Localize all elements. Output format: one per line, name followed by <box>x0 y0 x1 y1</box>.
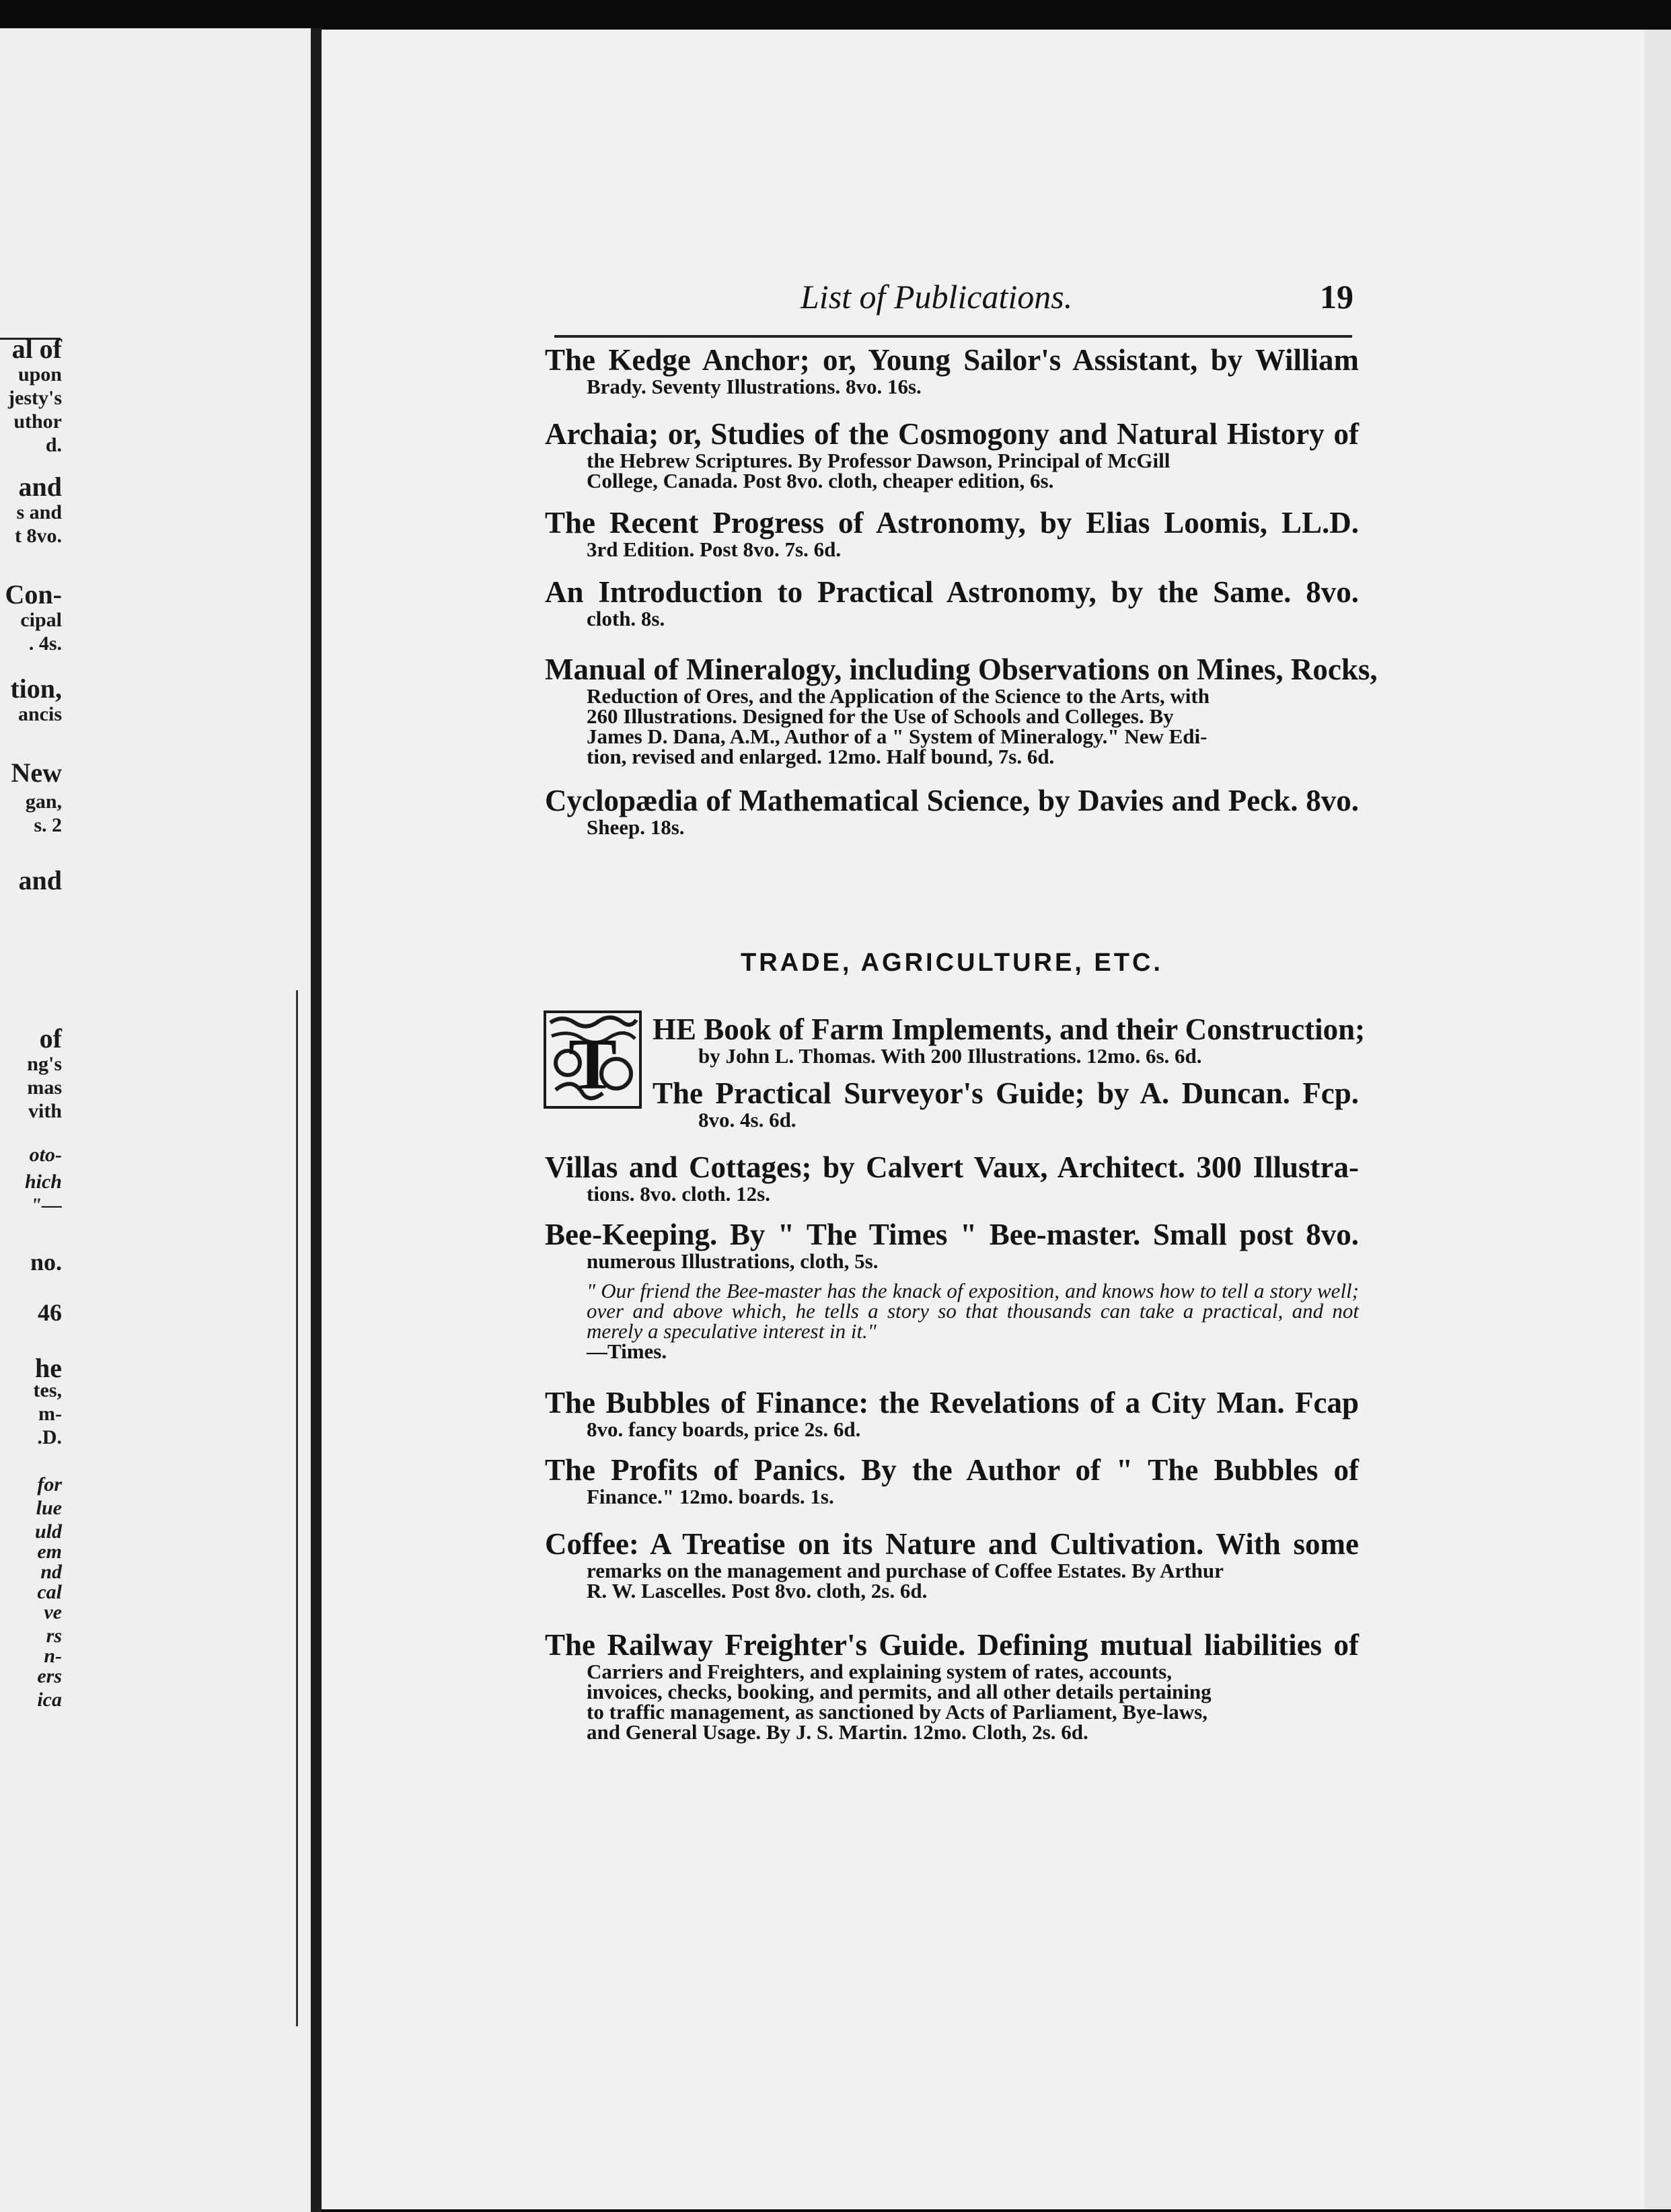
facing-page-fragment: of <box>39 1023 62 1054</box>
publication-details: Brady. Seventy Illustrations. 8vo. 16s. <box>587 375 922 398</box>
publication-details: 3rd Edition. Post 8vo. 7s. 6d. <box>587 538 842 561</box>
facing-page-fragment: hich <box>24 1171 62 1193</box>
page-edge-mark <box>288 990 298 2026</box>
review-quote <box>587 1281 1359 1362</box>
publication-details: numerous Illustrations, cloth, 5s. <box>587 1249 879 1273</box>
facing-page-fragment: vith <box>28 1100 62 1122</box>
publication-entry <box>653 1076 1359 1130</box>
publication-details: James D. Dana, A.M., Author of a " System of Mineralogy." New Edi- <box>587 725 1208 748</box>
publication-title: An Introduction to Practical Astronomy, by the Same. 8vo. <box>545 575 1359 609</box>
review-quote-text: " Our friend the Bee-master has the knack of exposition, and knows how to tell a story well; over and above which, he tells a story so that thousands can take a practical, and not merely a speculative interest in it." <box>587 1279 1359 1343</box>
publication-entry <box>545 506 1359 560</box>
publication-details: by John L. Thomas. With 200 Illustrations. 12mo. 6s. 6d. <box>698 1044 1202 1068</box>
facing-page-fragment: ica <box>37 1689 62 1711</box>
publication-entry <box>545 1386 1359 1440</box>
facing-page-fragment: gan, <box>25 790 62 813</box>
publication-entry <box>545 653 1378 768</box>
facing-page-fragment: Con- <box>5 579 62 610</box>
publication-entry <box>545 1453 1359 1507</box>
publication-details: Finance." 12mo. boards. 1s. <box>587 1485 834 1508</box>
publication-entry <box>545 1150 1359 1204</box>
publication-entry <box>545 1628 1359 1742</box>
publication-title: Cyclopædia of Mathematical Science, by Davies and Peck. 8vo. <box>545 784 1359 817</box>
publication-title: The Kedge Anchor; or, Young Sailor's Assistant, by William <box>545 343 1359 377</box>
publication-title: The Profits of Panics. By the Author of " The Bubbles of <box>545 1453 1359 1487</box>
facing-page-fragment: ers <box>37 1665 62 1687</box>
facing-page-fragment: cipal <box>20 609 62 631</box>
publication-entry <box>545 575 1359 629</box>
facing-page-fragment: s and <box>16 501 62 523</box>
publication-details: 8vo. fancy boards, price 2s. 6d. <box>587 1417 861 1441</box>
publication-entry <box>545 1218 1359 1362</box>
publication-details: 260 Illustrations. Designed for the Use of Schools and Colleges. By <box>587 704 1174 728</box>
running-title: List of Publications. <box>801 278 1073 316</box>
publication-title: Bee-Keeping. By " The Times " Bee-master. Small post 8vo. <box>545 1218 1359 1251</box>
facing-page-fragment: and <box>18 865 62 895</box>
facing-page-fragment: t 8vo. <box>15 525 62 547</box>
facing-page-fragment: cal <box>37 1581 62 1603</box>
facing-page-fragment: uld <box>34 1520 62 1543</box>
publication-title: Archaia; or, Studies of the Cosmogony and Natural History of <box>545 417 1359 451</box>
facing-page-fragment: m- <box>38 1403 62 1425</box>
facing-page-fragment: .D. <box>37 1426 62 1448</box>
publication-details: remarks on the management and purchase of Coffee Estates. By Arthur <box>587 1559 1224 1582</box>
publication-details: 8vo. 4s. 6d. <box>698 1108 796 1132</box>
publication-details: invoices, checks, booking, and permits, and all other details pertaining <box>587 1680 1212 1703</box>
facing-page-fragment: . 4s. <box>28 632 62 655</box>
publication-title: The Railway Freighter's Guide. Defining mutual liabilities of <box>545 1628 1359 1662</box>
facing-page <box>0 28 311 2212</box>
dropcap-letter: T <box>568 1025 618 1105</box>
facing-page-fragment: he <box>35 1353 62 1383</box>
facing-page-fragment: ve <box>44 1601 62 1623</box>
facing-page-fragment: no. <box>30 1249 62 1276</box>
publication-title: The Bubbles of Finance: the Revelations of a City Man. Fcap <box>545 1386 1359 1420</box>
publication-entry <box>545 1527 1359 1601</box>
facing-page-fragment: jesty's <box>8 387 62 409</box>
page-edge <box>1644 30 1671 2209</box>
facing-page-fragment: nd <box>40 1561 62 1583</box>
facing-page-fragment: em <box>37 1541 62 1563</box>
publication-entry <box>545 417 1359 491</box>
publication-title: HE Book of Farm Implements, and their Construction; <box>653 1012 1366 1046</box>
publication-details: College, Canada. Post 8vo. cloth, cheaper edition, 6s. <box>587 469 1054 492</box>
facing-page-fragment: "— <box>30 1194 62 1216</box>
facing-page-fragment: ancis <box>17 703 62 725</box>
facing-page-fragment: n- <box>44 1645 62 1667</box>
facing-page-fragment: tes, <box>33 1379 62 1401</box>
facing-page-fragment: oto- <box>29 1144 62 1166</box>
publication-details: tion, revised and enlarged. 12mo. Half bound, 7s. 6d. <box>587 745 1055 768</box>
publication-entry <box>545 343 1359 397</box>
facing-page-fragment: 46 <box>38 1299 62 1326</box>
publication-details: Reduction of Ores, and the Application of the Science to the Arts, with <box>587 684 1210 708</box>
facing-page-fragment: and <box>18 472 62 502</box>
page-header <box>478 244 1352 318</box>
book-gutter <box>311 28 322 2212</box>
review-quote-source: —Times. <box>587 1339 667 1363</box>
header-rule <box>554 335 1352 338</box>
facing-page-fragment: rs <box>46 1625 62 1647</box>
facing-page-fragment: mas <box>27 1076 62 1099</box>
section-heading: TRADE, AGRICULTURE, ETC. <box>741 949 1163 977</box>
publication-title: Villas and Cottages; by Calvert Vaux, Architect. 300 Illustra- <box>545 1150 1359 1184</box>
facing-page-fragment: ng's <box>27 1053 62 1075</box>
publication-title: The Recent Progress of Astronomy, by Elias Loomis, LL.D. <box>545 506 1359 540</box>
publication-title: Coffee: A Treatise on its Nature and Cultivation. With some <box>545 1527 1359 1561</box>
publication-title: Manual of Mineralogy, including Observations on Mines, Rocks, <box>545 653 1378 686</box>
publication-details: and General Usage. By J. S. Martin. 12mo. Cloth, 2s. 6d. <box>587 1720 1088 1744</box>
ornamental-dropcap-t <box>542 1009 643 1110</box>
facing-page-fragment: tion, <box>10 673 62 704</box>
publication-details: tions. 8vo. cloth. 12s. <box>587 1182 770 1206</box>
publication-details: Sheep. 18s. <box>587 815 685 839</box>
facing-page-fragment: New <box>11 758 62 788</box>
facing-page-fragment: for <box>37 1473 62 1496</box>
publication-title: The Practical Surveyor's Guide; by A. Duncan. Fcp. <box>653 1076 1359 1110</box>
facing-page-fragment: s. 2 <box>34 814 62 836</box>
publication-details: cloth. 8s. <box>587 607 665 630</box>
facing-page-fragment: lue <box>36 1497 62 1519</box>
publication-details: to traffic management, as sanctioned by Acts of Parliament, Bye-laws, <box>587 1700 1208 1724</box>
page-number: 19 <box>1320 278 1353 316</box>
facing-page-fragment: uthor <box>13 410 62 433</box>
facing-page-fragment: upon <box>17 363 62 385</box>
publication-details: the Hebrew Scriptures. By Professor Dawson, Principal of McGill <box>587 449 1171 472</box>
publication-details: R. W. Lascelles. Post 8vo. cloth, 2s. 6d. <box>587 1579 928 1602</box>
facing-page-fragment: al of <box>11 334 62 364</box>
facing-page-fragment: d. <box>45 434 62 456</box>
publication-details: Carriers and Freighters, and explaining system of rates, accounts, <box>587 1660 1172 1683</box>
publication-entry <box>653 1012 1366 1068</box>
publication-entry <box>545 784 1359 838</box>
